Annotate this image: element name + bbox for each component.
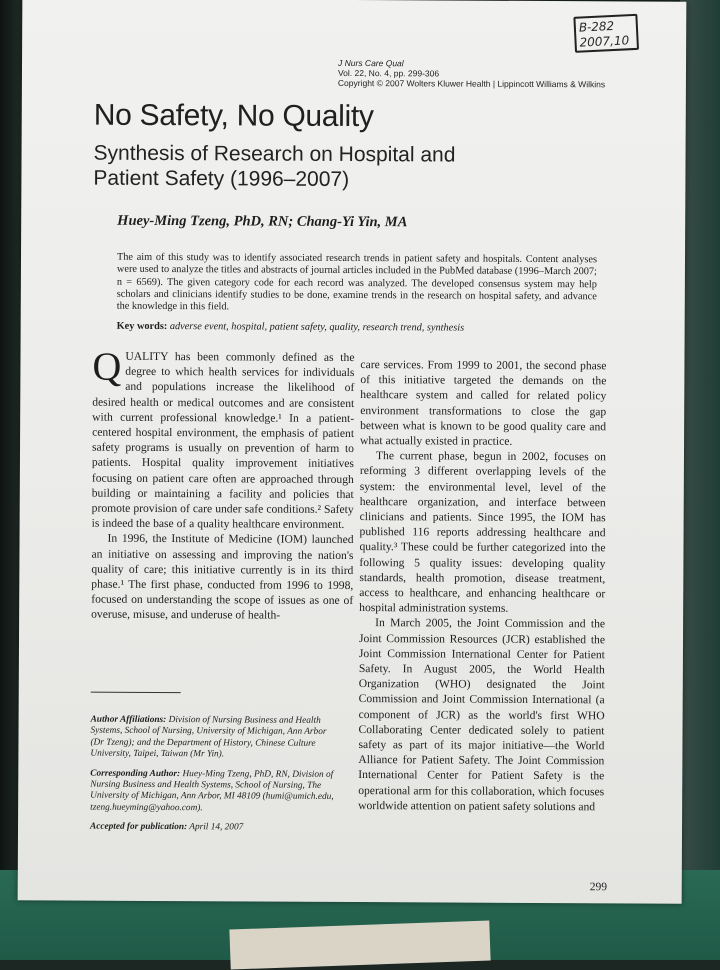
body-paragraph: care services. From 1999 to 2001, the second phase of this initiative targeted the demands on the healthcare system and called for related policy environment transformations to close the gap between what is known to be good quality care and what actually existed in practice. [360,358,607,448]
body-paragraph: In 1996, the Institute of Medicine (IOM) launched an initiative on assessing and improving the nation's quality of care; this initiative currently is in its third phase.¹ The first phase, conducted from 1996 to 1998, focused on understanding the scope of issues as one of overuse, misuse, and underuse of health- [91,532,354,623]
journal-citation [338,58,605,89]
paper-page [18,0,687,904]
background-right [680,0,720,960]
keywords-terms: adverse event, hospital, patient safety, quality, research trend, synthesis [169,321,465,334]
corresponding-label: Corresponding Author: [90,768,181,779]
paper-subtitle: Synthesis of Research on Hospital and Patient Safety (1996–2007) [93,141,456,191]
journal-name: J Nurs Care Qual [338,57,404,69]
author-notes [90,715,341,843]
affiliations-text: Division of Nursing Business and Health Systems, School of Nursing, University of Michigan, Ann Arbor (Dr Tzeng); and the Department of History, Chinese Culture University, Taipei, Taiwan (Mr Yin). [90,715,327,760]
paper-underneath [229,920,490,969]
corresponding-author [90,768,340,815]
author-list: Huey-Ming Tzeng, PhD, RN; Chang-Yi Yin, MA [117,212,408,231]
body-paragraph: In March 2005, the Joint Commission and the Joint Commission Resources (JCR) established the Joint Commission International Center for Patient Safety. In August 2005, the World Health Organization (WHO) designated the Joint Commission and Joint Commission International (a component of JCR) as the world's first WHO Collaborating Center dedicated solely to patient safety as part of its major initiative—the World Alliance for Patient Safety. The Joint Commission International Center for Patient Safety is the operational arm for this collaboration, which focuses worldwide attention on patient safety solutions and [358,616,606,814]
accepted-date [90,822,340,835]
accepted-text: April 14, 2007 [189,822,244,833]
affiliations [90,715,340,762]
footnote-rule [91,692,181,693]
paper-title: No Safety, No Quality [93,98,374,134]
drop-cap: Q [92,343,122,389]
abstract: The aim of this study was to identify associated research trends in patient safety and hospitals. Content analyses were used to analyze the titles and abstracts of journal articles included in the PubMed database (1996–March 2007; n = 6569). The given category code for each record was analyzed. The developed consensus system may help scholars and clinicians identify studies to be done, examine trends in the research on hospital safety, and advance the knowledge in this field. [116,251,598,313]
journal-copyright: Copyright © 2007 Wolters Kluwer Health | Lippincott Williams & Wilkins [337,77,606,90]
page-number: 299 [589,881,608,894]
stamp-line-1: B-282 [578,18,615,35]
body-paragraph [91,343,355,533]
keywords-label: Key words: [116,320,168,333]
body-column-right [358,357,606,814]
accepted-label: Accepted for publication: [90,821,188,833]
body-paragraph: The current phase, begun in 2002, focuses on reforming 3 different overlapping levels of the system: the environmental level, level of the healthcare organization, and interface between clinicians and patients. Since 1995, the IOM has published 116 reports addressing healthcare and quality.³ These could be further categorized into the following 5 quality issues: developing quality standards, health promotion, disease treatment, access to healthcare, and enhancing healthcare or hospital administration systems. [359,449,607,616]
stamp-line-2: 2007,10 [579,33,630,50]
journal-volume: Vol. 22, No. 4, pp. 299-306 [337,67,440,79]
corresponding-text: Huey-Ming Tzeng, PhD, RN, Division of Nursing Business and Health Systems, School of Nursing, The University of Michigan, Ann Arbor, MI 48109 (humi@umich.edu, tzeng.hueyming@yahoo.com). [90,768,334,814]
affiliations-label: Author Affiliations: [90,714,167,726]
paragraph-text: UALITY has been commonly defined as the degree to which health services for individuals and populations increase the likelihood of desired health or medical outcomes and are consistent with current professional knowledge.¹ In a patient-centered hospital environment, the emphasis of patient safety programs is usually on prevention of harm to patients. Hospital quality improvement initiatives focusing on patient care often are approached through building or maintaining a facility and policies that promote provision of care under safe conditions.² Safety is indeed the base of a quality healthcare environment. [91,349,355,532]
keywords [117,321,597,336]
body-column-left [91,343,355,624]
handwritten-stamp [573,14,639,53]
